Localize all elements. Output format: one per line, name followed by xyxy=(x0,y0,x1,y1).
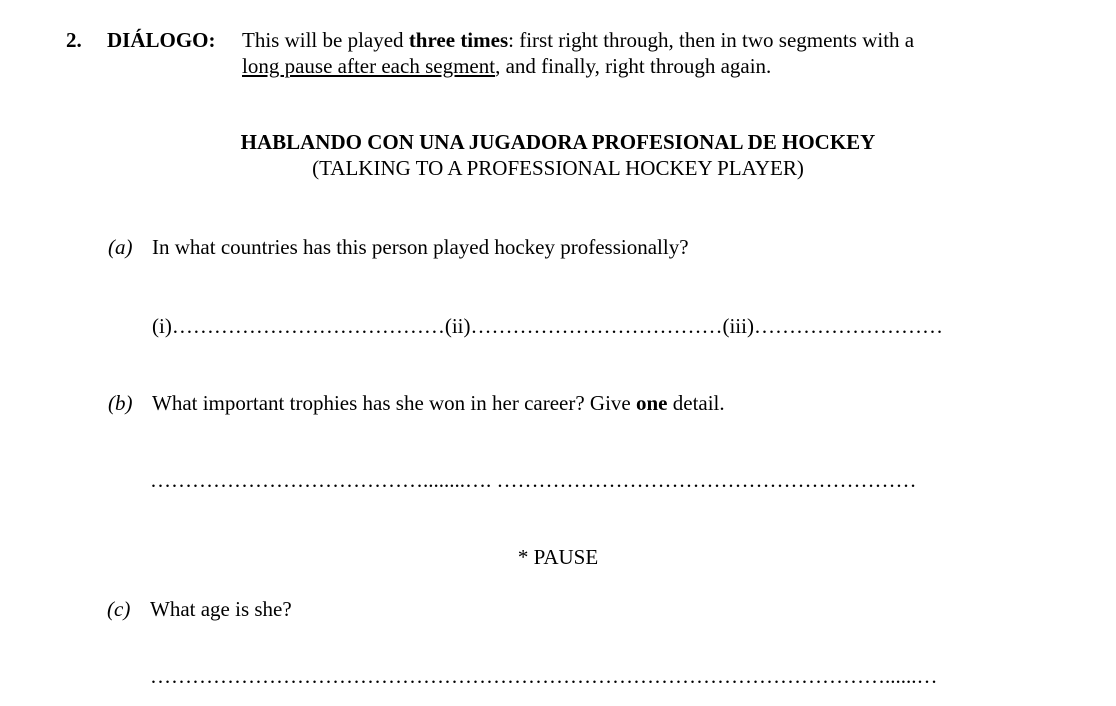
answer-c-field[interactable]: ……………………………………………………………………………………………......… xyxy=(150,664,938,688)
instruction-bold-three-times: three times xyxy=(408,28,509,52)
question-a-label: (a) xyxy=(108,235,133,259)
instruction-text-b: : first right through, then in two segments with a xyxy=(508,28,915,52)
answer-b-field[interactable]: …………………………………........…. …………………………………………………… xyxy=(150,468,917,492)
instruction-line-2 xyxy=(242,54,771,79)
instruction-underlined: long pause after each segment xyxy=(242,54,496,78)
question-c-label: (c) xyxy=(107,597,131,621)
pause-marker: * PAUSE xyxy=(517,545,599,569)
question-a-text: In what countries has this person played hockey professionally? xyxy=(152,235,689,259)
question-c-text: What age is she? xyxy=(150,597,292,621)
instruction-rest: , and finally, right through again. xyxy=(495,54,772,78)
section-number: 2. xyxy=(66,28,82,52)
answer-a-ii-label: (ii) xyxy=(444,314,471,338)
instruction-line-1 xyxy=(242,28,914,53)
question-b-text-a: What important trophies has she won in her career? Give xyxy=(152,391,636,415)
question-b-bold-one: one xyxy=(636,391,668,415)
answer-a-ii-field[interactable]: ……………………………… xyxy=(470,314,723,338)
answer-a-i-label: (i) xyxy=(152,314,172,338)
answer-a-iii-field[interactable]: ……………………… xyxy=(753,314,943,338)
answer-a-iii-label: (iii) xyxy=(722,314,754,338)
answer-a-i-field[interactable]: ………………………………… xyxy=(171,314,445,338)
answer-a-blanks xyxy=(152,314,943,339)
question-b-text xyxy=(152,391,725,416)
question-b-text-b: detail. xyxy=(667,391,725,415)
question-b-label: (b) xyxy=(108,391,133,415)
dialogue-title-spanish: HABLANDO CON UNA JUGADORA PROFESIONAL DE HOCKEY xyxy=(240,130,876,154)
dialogue-title-english: (TALKING TO A PROFESSIONAL HOCKEY PLAYER) xyxy=(312,156,804,180)
instruction-text-a: This will be played xyxy=(242,28,409,52)
section-heading: DIÁLOGO: xyxy=(107,28,216,52)
